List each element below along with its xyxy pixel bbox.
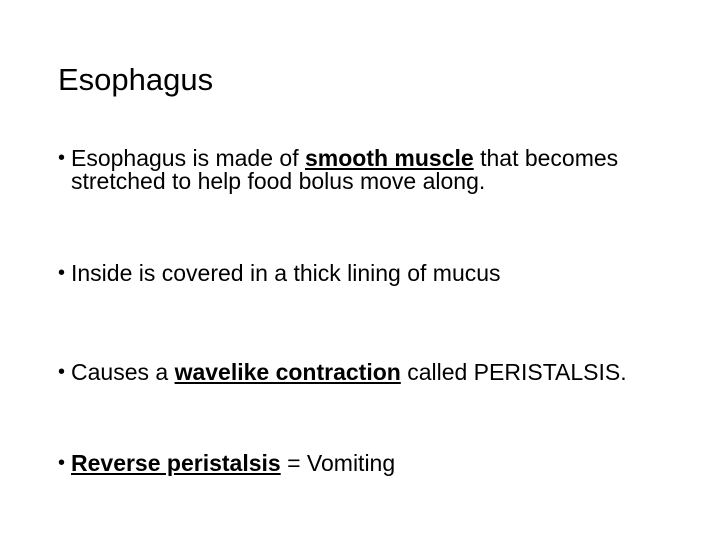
bullet-text [71,262,631,285]
bullet-marker: • [58,147,66,169]
bullet-marker: • [58,452,66,474]
bullet-text [71,452,631,475]
bullet-marker: • [58,262,66,284]
text-run: = Vomiting [280,450,396,476]
text-run: called PERISTALSIS. [400,359,627,385]
text-run: Esophagus is made of [71,145,305,171]
emphasis-term: smooth muscle [304,145,474,171]
slide-title: Esophagus [58,62,214,97]
bullet-text [71,147,631,193]
bullet-item [58,361,631,384]
bullet-marker: • [58,361,66,383]
text-run: Causes a [71,359,175,385]
bullet-item [58,147,631,193]
bullet-item [58,452,631,475]
text-run: that becomes stretched to help food bolus move along. [71,145,619,194]
bullet-text [71,361,631,384]
emphasis-term: wavelike contraction [174,359,401,385]
emphasis-term: Reverse peristalsis [71,450,281,476]
bullet-item [58,262,631,285]
text-run: Inside is covered in a thick lining of mucus [71,260,501,286]
